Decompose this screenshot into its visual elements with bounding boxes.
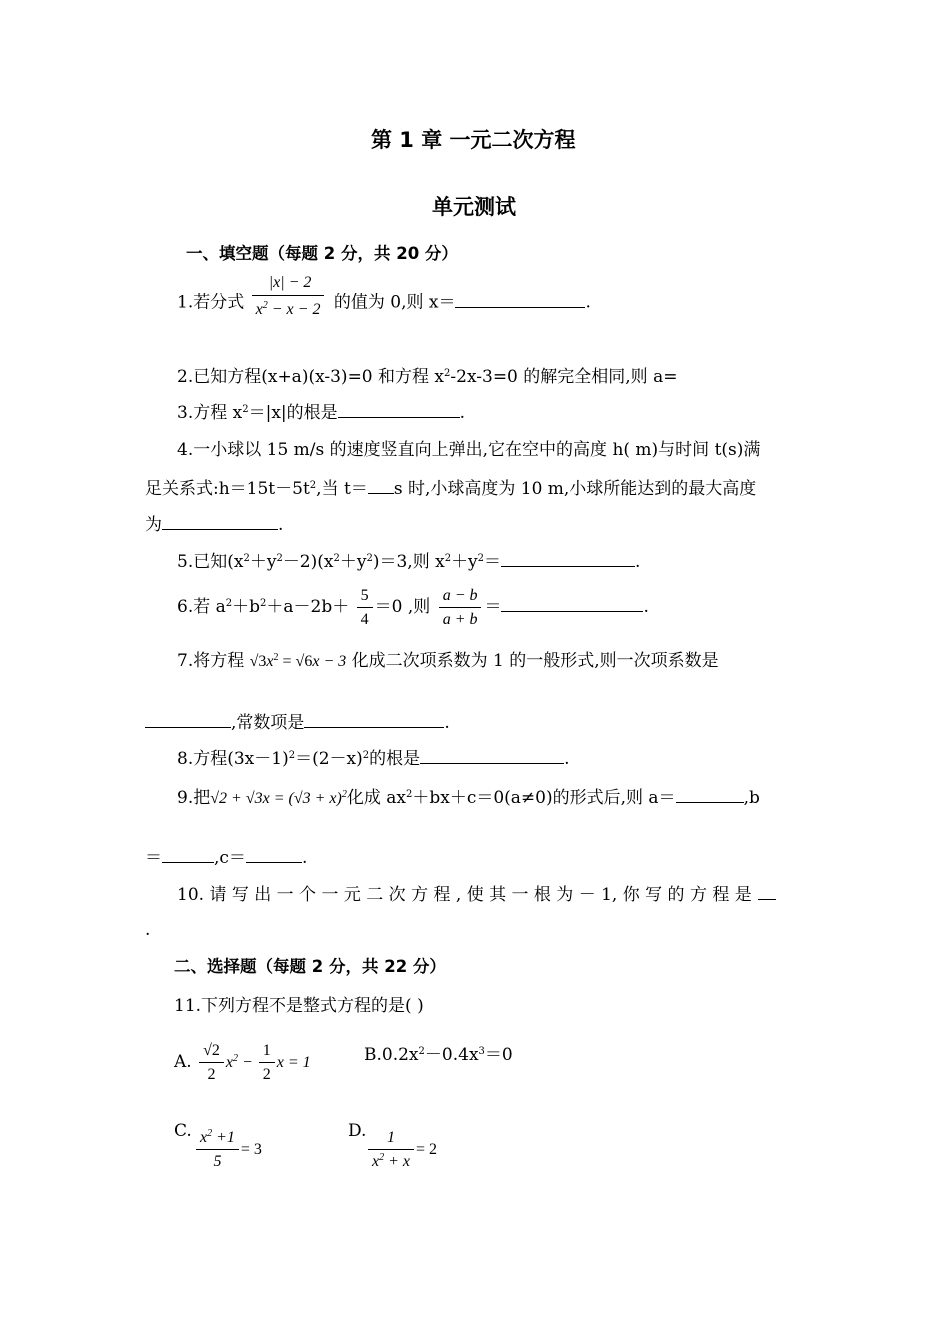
q11-option-d[interactable]: $\frac{1}{x^2 + x}$ = 2 [368,1128,437,1171]
question-8: 8.方程$(3x-1)^2=(2-x)^2$的根是 . [177,749,570,769]
q9-b-blank[interactable] [162,861,214,863]
q5-answer-blank[interactable] [501,565,635,567]
q7-equation: $√3x^2 = √6x - 3$ [249,652,347,670]
question-4-line-1: 4.一小球以 15 m/s 的速度竖直向上弹出,它在空中的高度 h( m)与时间 t(s)满 [177,440,761,460]
q8-answer-blank[interactable] [420,762,564,764]
q6-answer-blank[interactable] [501,610,643,612]
q9-c-blank[interactable] [246,861,302,863]
q1-numerator: |x| − 2 [252,273,325,296]
question-9-line-1: 9.把$√2 + √3x = (√3 + x)^2$化成 $ax^2+bx+c=0(a\ne 0)$的形式后,则 a＝ ,b [177,788,760,808]
question-10: 10. 请 写 出 一 个 一 元 二 次 方 程 , 使 其 一 根 为 － 1, 你 写 的 方 程 是 [177,885,776,905]
q11-option-d-label[interactable]: D. [348,1121,367,1141]
page-title: 第 1 章 一元二次方程 [371,128,576,152]
q9-equation: $√2 + √3x = (√3 + x)^2$ [210,789,347,807]
question-5: 5.已知$(x^2+y^2-2)(x^2+y^2)=3$,则 $x^2+y^2=$ . [177,552,641,572]
q10-end: . [145,920,151,940]
question-1: 1.若分式 $\frac{|x| - 2}{x^2 - x - 2}$ 的值为 0,则 x＝ . [177,274,591,319]
q11-option-a[interactable]: A. $\frac{√2}{2}$ $x^2$ − $\frac{1}{2}$ x = 1 [174,1042,311,1084]
q7-constant-blank[interactable] [304,726,444,728]
q7-coefficient-blank[interactable] [145,726,231,728]
q1-prefix: 1.若分式 [177,292,245,313]
question-7-line-1: 7.将方程 $√3x^2 = √6x - 3$ 化成二次项系数为 1 的一般形式,则一次项系数是 [177,651,719,671]
q6-fraction-ab: $\frac{a - b}{a + b}$ [439,586,482,629]
question-3: 3.方程 $x^2=|x|$的根是 . [177,403,466,423]
question-9-line-2: ＝ ,c＝ . [145,848,308,868]
q11-option-c-label[interactable]: C. [174,1121,192,1141]
q11-option-c[interactable]: $\frac{x^2 +1}{5}$ = 3 [196,1128,262,1171]
question-7-line-2: ,常数项是 . [145,713,450,733]
q4-time-blank[interactable] [368,492,394,494]
q3-answer-blank[interactable] [338,416,460,418]
q1-fraction [252,273,325,319]
q6-fraction-5-4: $\frac{5}{4}$ [357,586,373,629]
q4-height-blank[interactable] [162,528,278,530]
question-4-line-2: 足关系式$:h=15t-5t^2$,当 t＝ s 时,小球高度为 10 m,小球所能达到的最大高度 [145,479,757,499]
q9-a-blank[interactable] [676,801,744,803]
page-subtitle: 单元测试 [432,195,516,219]
section-heading-fill-in: 一、填空题（每题 2 分，共 20 分） [186,244,458,263]
q1-denominator: $x^2 - x - 2$ [255,300,321,319]
question-4-line-3: 为 . [145,515,284,535]
q1-suffix: 的值为 0,则 x＝ [333,292,456,313]
question-11-stem: 11.下列方程不是整式方程的是( ) [174,996,424,1016]
section-heading-choice: 二、选择题（每题 2 分，共 22 分） [174,957,446,976]
q1-answer-blank[interactable] [455,306,585,308]
q10-answer-blank[interactable] [758,898,776,900]
q11-option-b[interactable]: $B.0.2x^2-0.4x^3=0$ [364,1045,513,1065]
question-2: 2.已知方程(x+a)(x-3)=0 和方程 $x^2-2x-3=0$ 的解完全相同,则 a= [177,367,678,387]
question-6: 6.若 $a^2+b^2+a-2b+$ $\frac{5}{4}$ ＝0 ,则 $\frac{a - b}{a + b}$ ＝ . [177,587,649,629]
